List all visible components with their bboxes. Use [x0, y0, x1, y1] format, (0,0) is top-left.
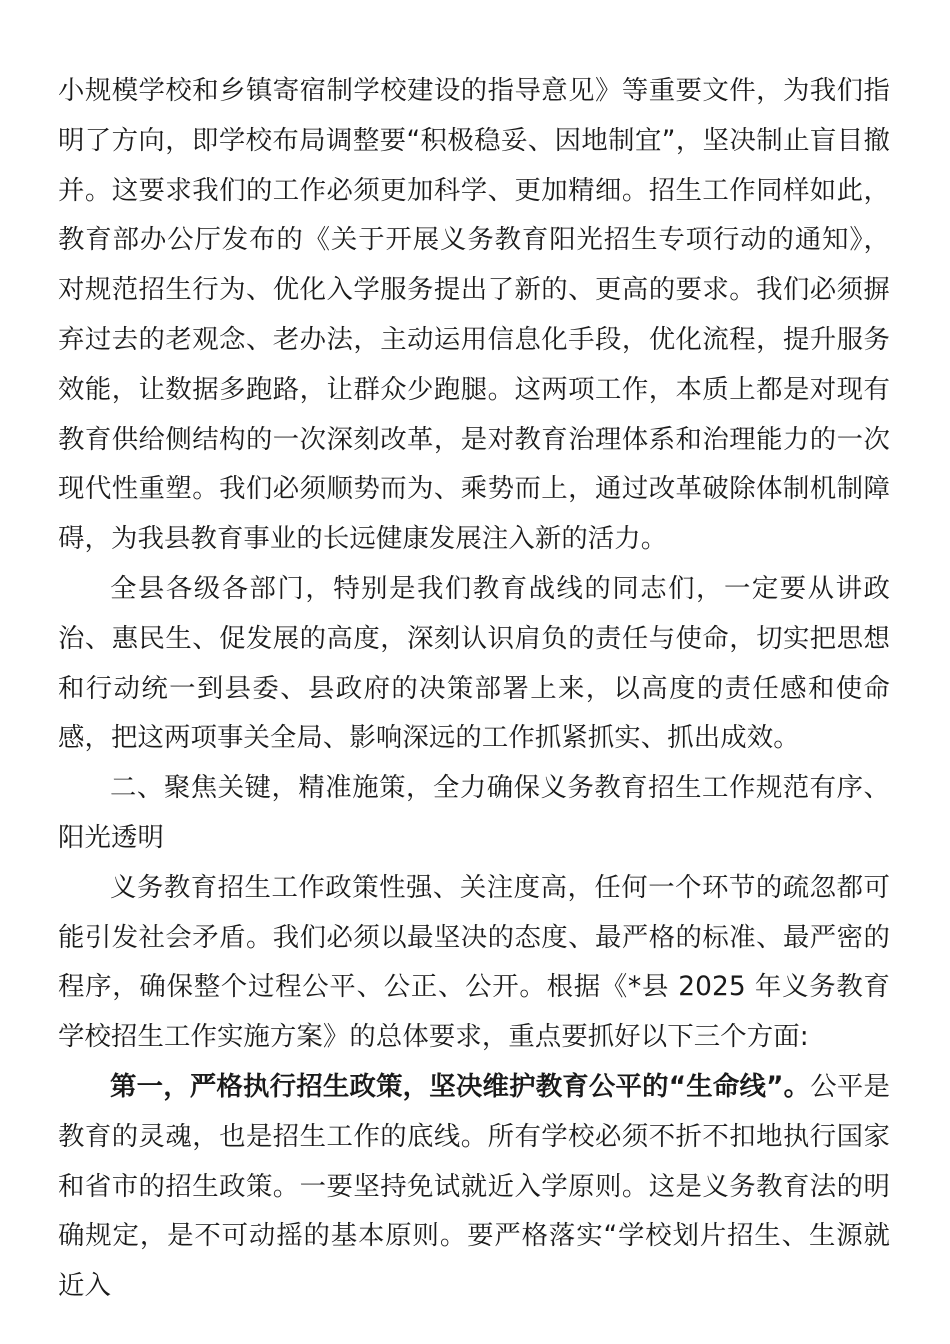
document-body: [58, 66, 890, 1311]
paragraph-layout-adjustment: 小规模学校和乡镇寄宿制学校建设的指导意见》等重要文件，为我们指明了方向，即学校布局调整要“积极稳妥、因地制宜”，坚决制止盲目撤并。这要求我们的工作必须更加科学、更加精细。招生工作同样如此，教育部办公厅发布的《关于开展义务教育阳光招生专项行动的通知》，对规范招生行为、优化入学服务提出了新的、更高的要求。我们必须摒弃过去的老观念、老办法，主动运用信息化手段，优化流程，提升服务效能，让数据多跑路，让群众少跑腿。这两项工作，本质上都是对现有教育供给侧结构的一次深刻改革，是对教育治理体系和治理能力的一次现代性重塑。我们必须顺势而为、乘势而上，通过改革破除体制机制障碍，为我县教育事业的长远健康发展注入新的活力。: [58, 75, 890, 555]
paragraph-first-point: [58, 1062, 890, 1311]
paragraph-responsibility: 全县各级各部门，特别是我们教育战线的同志们，一定要从讲政治、惠民生、促发展的高度，深刻认识肩负的责任与使命，切实把思想和行动统一到县委、县政府的决策部署上来，以高度的责任感和使命感，把这两项事关全局、影响深远的工作抓紧抓实、抓出成效。: [58, 572, 890, 754]
first-point-lead: 第一，严格执行招生政策，坚决维护教育公平的“生命线”。: [110, 1070, 811, 1102]
first-point-body: 公平是教育的灵魂，也是招生工作的底线。所有学校必须不折不扣地执行国家和省市的招生政策。一要坚持免试就近入学原则。这是义务教育法的明确规定，是不可动摇的基本原则。要严格落实“学校划片招生、生源就近入: [58, 1070, 890, 1302]
section-heading-two: 二、聚焦关键，精准施策，全力确保义务教育招生工作规范有序、阳光透明: [58, 772, 890, 853]
paragraph-enrollment-overview: 义务教育招生工作政策性强、关注度高，任何一个环节的疏忽都可能引发社会矛盾。我们必须以最坚决的态度、最严格的标准、最严密的程序，确保整个过程公平、公正、公开。根据《*县 2025 年义务教育学校招生工作实施方案》的总体要求，重点要抓好以下三个方面:: [58, 871, 890, 1053]
